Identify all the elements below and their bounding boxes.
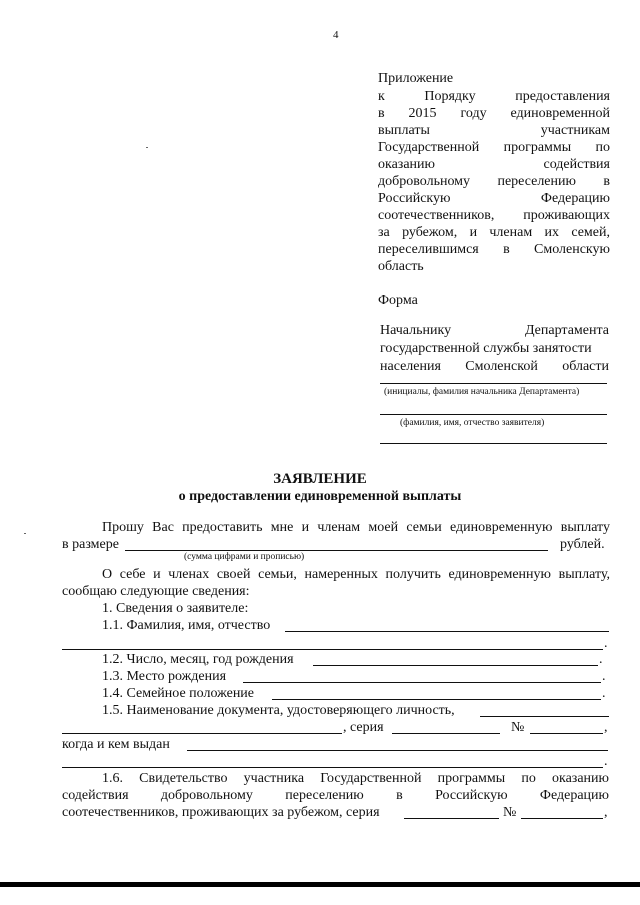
punctuation: , (604, 720, 608, 735)
field-label-full-name: 1.1. Фамилия, имя, отчество (102, 618, 271, 633)
punctuation: . (604, 754, 608, 769)
field-label-id-document: 1.5. Наименование документа, удостоверяющего личность, (102, 703, 455, 718)
appendix-line: Государственной программы по (378, 140, 610, 155)
appendix-line: переселившимся в Смоленскую (378, 242, 610, 257)
scan-speck (146, 147, 148, 148)
id-document-field-cont[interactable] (62, 733, 342, 734)
document-subtitle: о предоставлении единовременной выплаты (178, 489, 462, 504)
appendix-title: Приложение (378, 71, 454, 86)
section-1-heading: 1. Сведения о заявителе: (102, 601, 249, 616)
addressee-line: государственной службы занятости (380, 341, 592, 356)
number-label: № (503, 805, 517, 820)
amount-suffix: рублей. (560, 537, 605, 552)
form-label: Форма (378, 293, 418, 308)
page-number: 4 (333, 29, 339, 41)
marital-status-field[interactable] (272, 699, 601, 700)
section-1-6-line: соотечественников, проживающих за рубежом, серия (62, 805, 380, 820)
appendix-line: к Порядку предоставления (378, 89, 610, 104)
section-1-6-line: 1.6. Свидетельство участника Государственной программы по оказанию (102, 771, 609, 786)
appendix-line: Российскую Федерацию (378, 191, 610, 206)
amount-prefix: в размере (62, 537, 119, 552)
appendix-line: выплаты участникам (378, 123, 610, 138)
punctuation: , (604, 805, 608, 820)
appendix-line: область (378, 259, 424, 274)
field-label-birth-date: 1.2. Число, месяц, год рождения (102, 652, 294, 667)
about-line: О себе и членах своей семьи, намеренных получить единовременную выплату, (102, 567, 610, 582)
head-name-caption: (инициалы, фамилия начальника Департамента) (384, 387, 580, 397)
addressee-line: Начальнику Департамента (380, 323, 609, 338)
about-line: сообщаю следующие сведения: (62, 584, 250, 599)
full-name-field-cont[interactable] (62, 649, 603, 650)
appendix-line: оказанию содействия (378, 157, 610, 172)
appendix-line: соотечественников, проживающих (378, 208, 610, 223)
punctuation: . (602, 669, 606, 684)
series-label: , серия (343, 720, 384, 735)
document-title: ЗАЯВЛЕНИЕ (273, 471, 367, 487)
punctuation: . (602, 686, 606, 701)
field-label-birth-place: 1.3. Место рождения (102, 669, 227, 684)
amount-caption: (сумма цифрами и прописью) (184, 552, 305, 562)
birth-date-field[interactable] (313, 665, 598, 666)
scan-border (0, 882, 640, 887)
appendix-line: добровольному переселению в (378, 174, 610, 189)
section-1-6-line: содействия добровольному переселению в Российскую Федерацию (62, 788, 609, 803)
amount-field[interactable] (125, 550, 548, 551)
request-line: Прошу Вас предоставить мне и членам моей семьи единовременную выплату (102, 520, 610, 535)
id-document-field[interactable] (480, 716, 609, 717)
addressee-line: населения Смоленской области (380, 359, 609, 374)
issued-field[interactable] (187, 750, 608, 751)
id-series-field[interactable] (392, 733, 500, 734)
certificate-number-field[interactable] (521, 818, 603, 819)
applicant-name-caption: (фамилия, имя, отчество заявителя) (400, 418, 545, 428)
applicant-extra-field[interactable] (380, 443, 607, 444)
scan-speck (24, 533, 26, 534)
number-label: № (511, 720, 525, 735)
id-number-field[interactable] (530, 733, 603, 734)
full-name-field[interactable] (285, 631, 609, 632)
issued-label: когда и кем выдан (62, 737, 170, 752)
applicant-name-field[interactable] (380, 414, 607, 415)
appendix-line: в 2015 году единовременной (378, 106, 610, 121)
punctuation: . (604, 636, 608, 651)
punctuation: . (599, 652, 603, 667)
issued-field-cont[interactable] (62, 767, 603, 768)
birth-place-field[interactable] (243, 682, 601, 683)
head-name-field[interactable] (380, 383, 607, 384)
certificate-series-field[interactable] (404, 818, 499, 819)
field-label-marital-status: 1.4. Семейное положение (102, 686, 255, 701)
appendix-line: за рубежом, и членам их семей, (378, 225, 610, 240)
